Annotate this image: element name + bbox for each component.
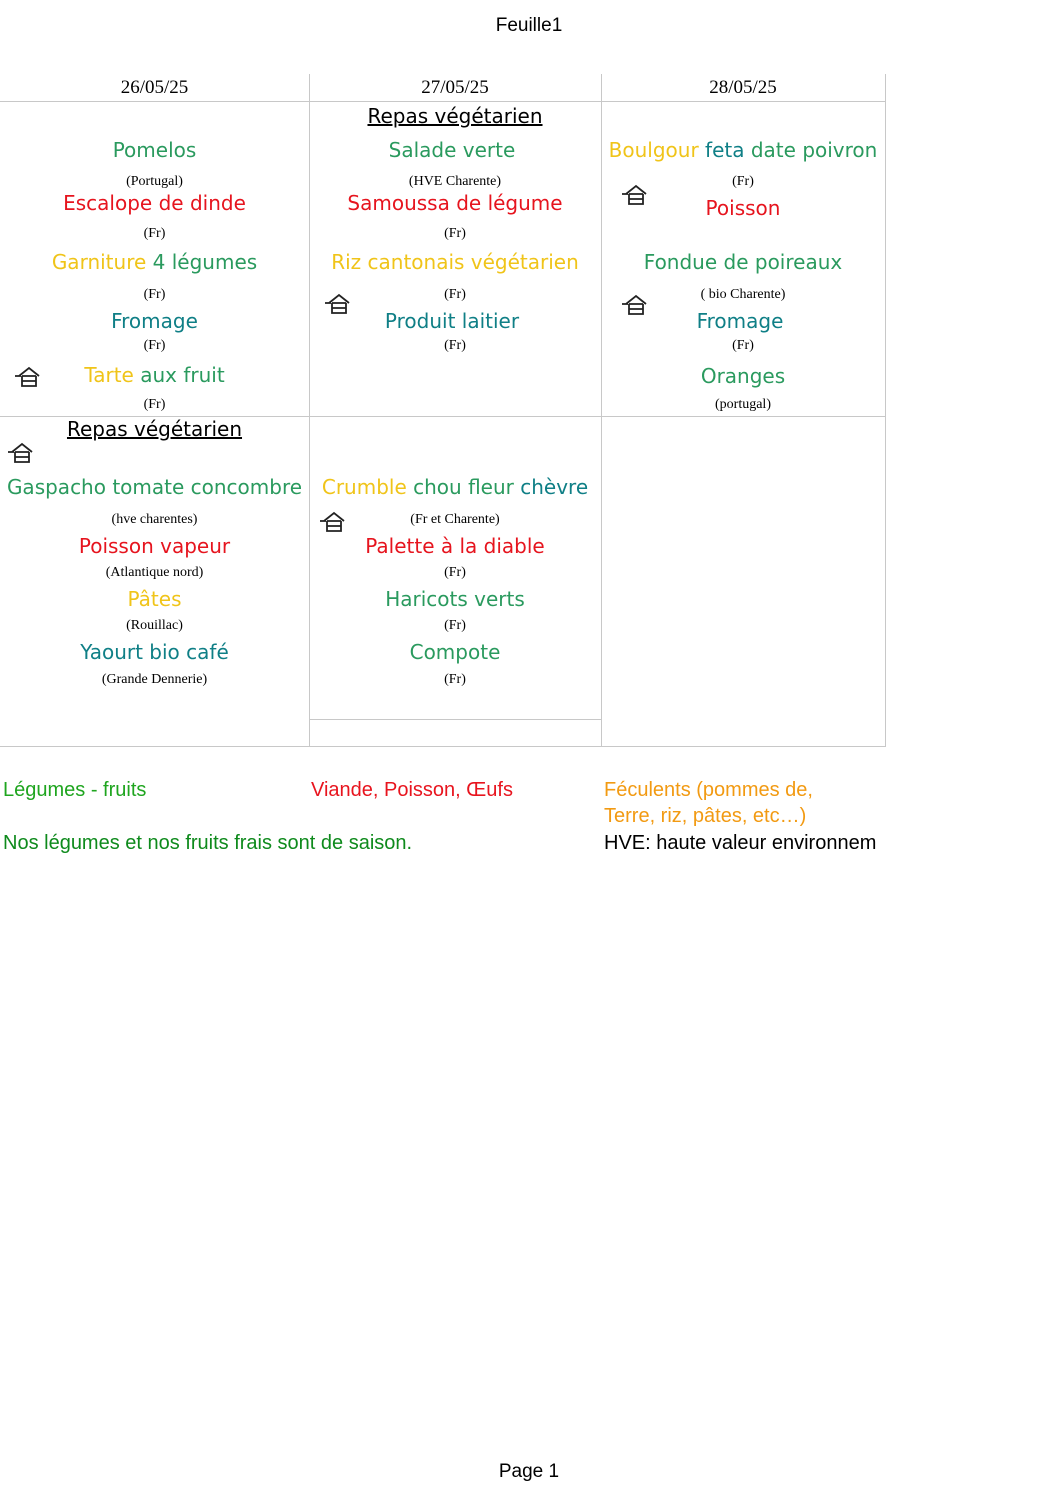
dish-riz-cantonais: Riz cantonais végétarien — [331, 250, 579, 274]
origin-label: (Fr) — [143, 226, 166, 241]
origin-label: (Rouillac) — [126, 618, 183, 633]
dish-poisson: Poisson — [705, 196, 781, 220]
dish-poisson-vapeur: Poisson vapeur — [78, 534, 231, 558]
dish-part: date poivron — [750, 138, 878, 162]
origin-label: (Grande Dennerie) — [101, 672, 208, 687]
dish-garniture — [0, 250, 309, 274]
origin-label: (Fr et Charente) — [410, 512, 500, 527]
house-outline-icon — [318, 506, 350, 538]
dish-part: chèvre — [520, 475, 589, 499]
dish-pomelos: Pomelos — [112, 138, 197, 162]
dish-tarte — [0, 363, 309, 387]
dish-palette: Palette à la diable — [365, 534, 545, 558]
origin-label: (hve charentes) — [111, 512, 198, 527]
house-outline-icon — [13, 361, 45, 393]
dish-oranges: Oranges — [700, 364, 786, 388]
seasonal-note: Nos légumes et nos fruits frais sont de saison. — [3, 832, 413, 854]
cell-inner-border — [309, 719, 602, 720]
table-bottom-border — [0, 746, 886, 747]
legend-protein: Viande, Poisson, Œufs — [311, 779, 513, 801]
dish-haricots-verts: Haricots verts — [385, 587, 525, 611]
dish-part: Boulgour — [608, 138, 699, 162]
dish-crumble — [309, 475, 601, 499]
legend-starch-line1: Féculents (pommes de, — [604, 779, 813, 801]
dish-pates: Pâtes — [127, 587, 182, 611]
origin-label: (Fr) — [444, 618, 466, 633]
origin-label: (Fr) — [143, 397, 166, 412]
origin-label: (Atlantique nord) — [105, 565, 204, 580]
house-outline-icon — [6, 437, 38, 469]
dish-escalope: Escalope de dinde — [63, 191, 246, 215]
dish-compote: Compote — [409, 640, 501, 664]
origin-label: (Fr) — [444, 226, 466, 241]
vegetarian-meal-title: Repas végétarien — [367, 104, 543, 128]
origin-label: (Fr) — [444, 338, 466, 353]
dish-yaourt: Yaourt bio café — [80, 640, 229, 664]
hve-note: HVE: haute valeur environnem — [604, 832, 877, 854]
origin-label: (Fr) — [444, 672, 466, 687]
dish-part: aux fruit — [140, 363, 225, 387]
origin-label: (Fr) — [732, 174, 754, 189]
page-number: Page 1 — [498, 1461, 560, 1482]
legend-vegetables: Légumes - fruits — [3, 779, 147, 801]
dish-part: chou fleur — [413, 475, 514, 499]
dish-samoussa: Samoussa de légume — [347, 191, 563, 215]
dish-salade-verte: Salade verte — [388, 138, 516, 162]
dish-part: Tarte — [84, 363, 134, 387]
vegetarian-meal-title: Repas végétarien — [66, 417, 243, 441]
dish-part: Garniture — [51, 250, 147, 274]
date-day-1: 26/05/25 — [120, 77, 189, 98]
sheet-title: Feuille1 — [495, 15, 563, 36]
house-outline-icon — [620, 289, 652, 321]
dish-produit-laitier: Produit laitier — [384, 309, 520, 333]
origin-label: (Fr) — [732, 338, 754, 353]
origin-label: (portugal) — [715, 397, 771, 412]
origin-label: (Fr) — [444, 287, 466, 302]
origin-label: (Portugal) — [126, 174, 183, 189]
origin-label: (Fr) — [143, 287, 166, 302]
dish-part: feta — [705, 138, 745, 162]
dish-fromage: Fromage — [696, 309, 784, 333]
dish-fondue-poireaux: Fondue de poireaux — [643, 250, 843, 274]
header-divider — [0, 101, 886, 102]
column-divider-3 — [885, 74, 886, 747]
house-outline-icon — [323, 288, 355, 320]
dish-part: Crumble — [321, 475, 407, 499]
house-outline-icon — [620, 179, 652, 211]
origin-label: (Fr) — [143, 338, 166, 353]
dish-fromage: Fromage — [111, 309, 198, 333]
origin-label: (Fr) — [444, 565, 466, 580]
dish-part: 4 légumes — [152, 250, 258, 274]
dish-gaspacho: Gaspacho tomate concombre — [6, 475, 303, 499]
origin-label: ( bio Charente) — [700, 287, 786, 302]
origin-label: (HVE Charente) — [408, 174, 502, 189]
dish-boulgour — [601, 138, 885, 162]
legend-starch-line2: Terre, riz, pâtes, etc…) — [604, 805, 807, 827]
date-day-2: 27/05/25 — [421, 77, 489, 98]
date-day-3: 28/05/25 — [709, 77, 777, 98]
